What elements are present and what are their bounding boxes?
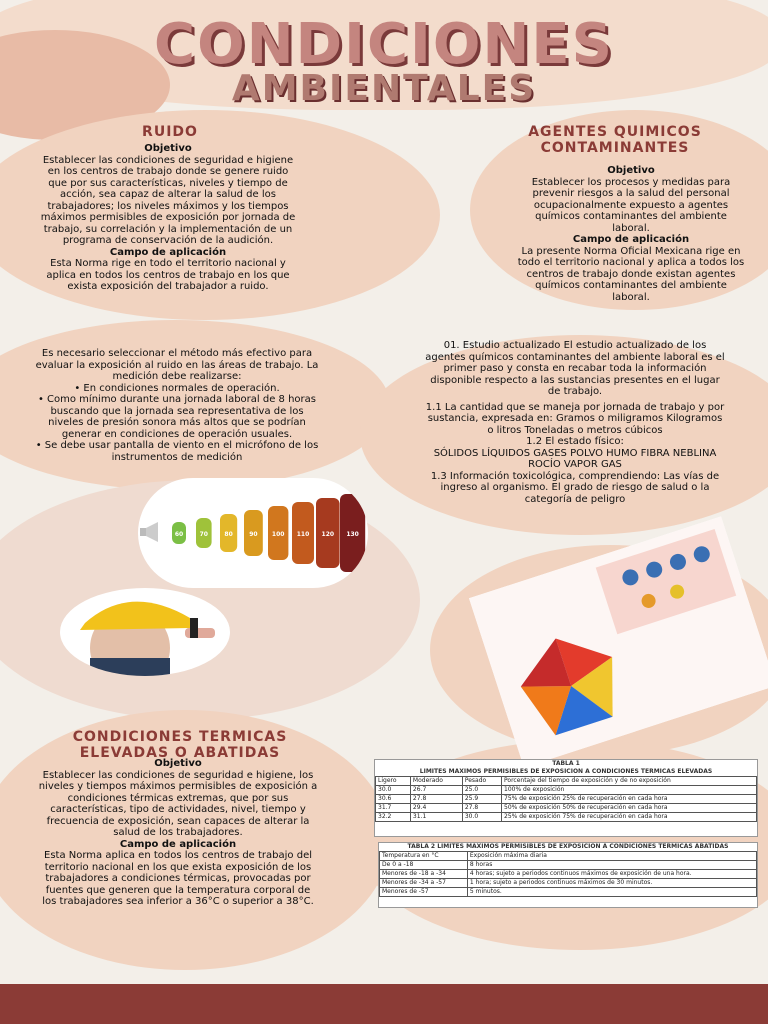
ruido-campo-label: Campo de aplicación <box>109 246 227 258</box>
quimicos-heading-line: CONTAMINANTES <box>540 140 690 156</box>
termicas-objetivo <box>38 758 318 908</box>
table-label: TABLA 1 <box>552 760 580 767</box>
termicas-campo-text: Esta Norma aplica en todos los centros de trabajo del territorio nacional en los que exista exposición de los trabajadores a condiciones térmicas, provocadas por fuentes que generen que la temperatura corporal de los trabajadores sea inferior a 36°C o superior a 38°C. <box>42 850 314 907</box>
termicas-campo-label: Campo de aplicación <box>119 838 237 850</box>
table-header-cell: Temperatura en °C <box>380 852 468 861</box>
noise-infographic <box>138 478 368 588</box>
quimicos-campo-text: La presente Norma Oficial Mexicana rige en todo el territorio nacional y aplica a todos los centros de trabajo donde existan agentes químicos contaminantes del ambiente laboral. <box>517 245 745 303</box>
table-header-cell: Pesado <box>462 777 501 786</box>
table-header-cell: Porcentaje del tiempo de exposición y de no exposición <box>502 777 757 786</box>
quimicos-p13: 1.3 Información toxicológica, comprendiendo: Las vías de ingreso al organismo. El grado de riesgo de salud o la categoría de peligro <box>430 470 720 505</box>
termicas-heading <box>40 729 320 761</box>
table-row: Menores de -18 a -34 4 horas; sujeto a periodos continuos máximos de exposición de una hora. <box>380 870 757 879</box>
table-row: Menores de -34 a -57 1 hora; sujeto a periodos continuos máximos de 30 minutos. <box>380 879 757 888</box>
table-row: 31.7 29.4 27.8 50% de exposición 50% de recuperación en cada hora <box>376 804 757 813</box>
table-row: 30.0 26.7 25.0 100% de exposición <box>376 786 757 795</box>
ruido-objetivo-text: Establecer las condiciones de seguridad e higiene en los centros de trabajo donde se genere ruido que por sus características, niveles y tiempo de acción, sea capaz de alterar la salud de los trabajadores; los niveles máximos y los tiempos máximos permisibles de exposición por jornada de trabajo, su correlación y la implementación de un programa de conservación de la audición. <box>40 154 296 246</box>
ruido-metodo-bullet: • Como mínimo durante una jornada laboral de 8 horas buscando que la jornada sea representativa de los niveles de presión sonora más altos que se podrían generar en condiciones de operación usuales. <box>37 394 317 440</box>
helmet-icon <box>80 602 190 630</box>
ruido-metodo-bullet: • Se debe usar pantalla de viento en el micrófono de los instrumentos de medición <box>35 440 319 463</box>
noise-level-label: 120 <box>321 531 335 538</box>
table-row: 30.6 27.8 25.9 75% de exposición 25% de recuperación en cada hora <box>376 795 757 804</box>
quimicos-objetivo <box>515 165 747 303</box>
quimicos-heading-line: AGENTES QUIMICOS <box>528 124 702 140</box>
noise-level-label: 70 <box>199 531 208 538</box>
noise-level-label: 80 <box>224 531 233 538</box>
noise-level-label: 60 <box>174 531 184 538</box>
termicas-objetivo-text: Establecer las condiciones de seguridad e higiene, los niveles y tiempos máximos permisibles de exposición a condiciones térmicas extremas, que por sus características, tipo de actividades, nivel, tiempo y frecuencia de exposición, sean capaces de alterar la salud de los trabajadores. <box>38 769 318 838</box>
ruido-metodo-bullet: • En condiciones normales de operación. <box>74 382 280 394</box>
quimicos-p12: 1.2 El estado físico: <box>526 436 624 447</box>
table-label: TABLA 2 <box>407 843 436 850</box>
ruido-objetivo <box>38 143 298 293</box>
table-row: Menores de -57 5 minutos. <box>380 888 757 897</box>
worker-photo <box>60 588 230 676</box>
termicas-objetivo-label: Objetivo <box>154 758 202 769</box>
speaker-icon <box>140 522 158 542</box>
page-title: CONDICIONES <box>154 12 614 77</box>
quimicos-objetivo-label: Objetivo <box>607 165 655 176</box>
table-row: 32.2 31.1 30.0 25% de exposición 75% de recuperación en cada hora <box>376 813 757 822</box>
termicas-heading-line: CONDICIONES TERMICAS <box>72 729 288 745</box>
noise-level-label: 110 <box>296 531 310 538</box>
thermal-table-abated <box>378 842 758 908</box>
termicas-heading-line: ELEVADAS O ABATIDAS <box>79 745 281 761</box>
ruido-objetivo-label: Objetivo <box>144 143 192 154</box>
table-row: De 0 a -18 8 horas <box>380 861 757 870</box>
table-body <box>379 851 757 897</box>
ruido-metodo <box>32 348 322 463</box>
noise-level-label: 100 <box>271 531 285 538</box>
quimicos-objetivo-text: Establecer los procesos y medidas para prevenir riesgos a la salud del personal ocupacionalmente expuesto a agentes químicos contaminantes del ambiente laboral. <box>531 176 731 234</box>
table-header-cell: Ligero <box>376 777 411 786</box>
ruido-metodo-text: Es necesario seleccionar el método más efectivo para evaluar la exposición al ruido en las áreas de trabajo. La medición debe realizarse: <box>35 348 319 382</box>
ruido-heading: RUIDO <box>142 124 198 140</box>
table-caption: TABLA 2 LIMITES MAXIMOS PERMISIBLES DE EXPOSICION A CONDICIONES TERMICAS ABATIDAS <box>407 843 729 850</box>
thermal-table-elevated <box>374 759 758 837</box>
table-body <box>375 776 757 822</box>
noise-level-graphic <box>138 478 368 588</box>
quimicos-p11: 1.1 La cantidad que se maneja por jornada de trabajo y por sustancia, expresada en: Gramos o miligramos Kilogramos o litros Toneladas o metros cúbicos <box>425 401 725 436</box>
ruido-campo-text: Esta Norma rige en todo el territorio nacional y aplica en todos los centros de trabajo en los que exista exposición del trabajador a ruido. <box>46 258 290 292</box>
table-header-cell: Exposición máxima diaria <box>467 852 756 861</box>
quimicos-p12b: SÓLIDOS LÍQUIDOS GASES POLVO HUMO FIBRA NEBLINA ROCÍO VAPOR GAS <box>433 447 717 470</box>
page-subtitle: AMBIENTALES <box>231 68 537 109</box>
table-header-cell: Moderado <box>410 777 462 786</box>
quimicos-estudio-text: 01. Estudio actualizado El estudio actualizado de los agentes químicos contaminantes del ambiente laboral es el primer paso y consta en recabar toda la información disponible respecto a las sustancias presentes en el lugar de trabajo. <box>425 340 725 397</box>
quimicos-heading <box>505 124 725 156</box>
noise-level-label: 90 <box>249 531 258 538</box>
noise-level-label: 130 <box>346 531 359 538</box>
footer-bar <box>0 984 768 1024</box>
table-caption: LIMITES MAXIMOS PERMISIBLES DE EXPOSICION A CONDICIONES TERMICAS ELEVADAS <box>419 768 713 775</box>
phone-icon <box>190 618 198 638</box>
quimicos-campo-label: Campo de aplicación <box>572 234 690 245</box>
quimicos-estudio <box>425 340 725 505</box>
